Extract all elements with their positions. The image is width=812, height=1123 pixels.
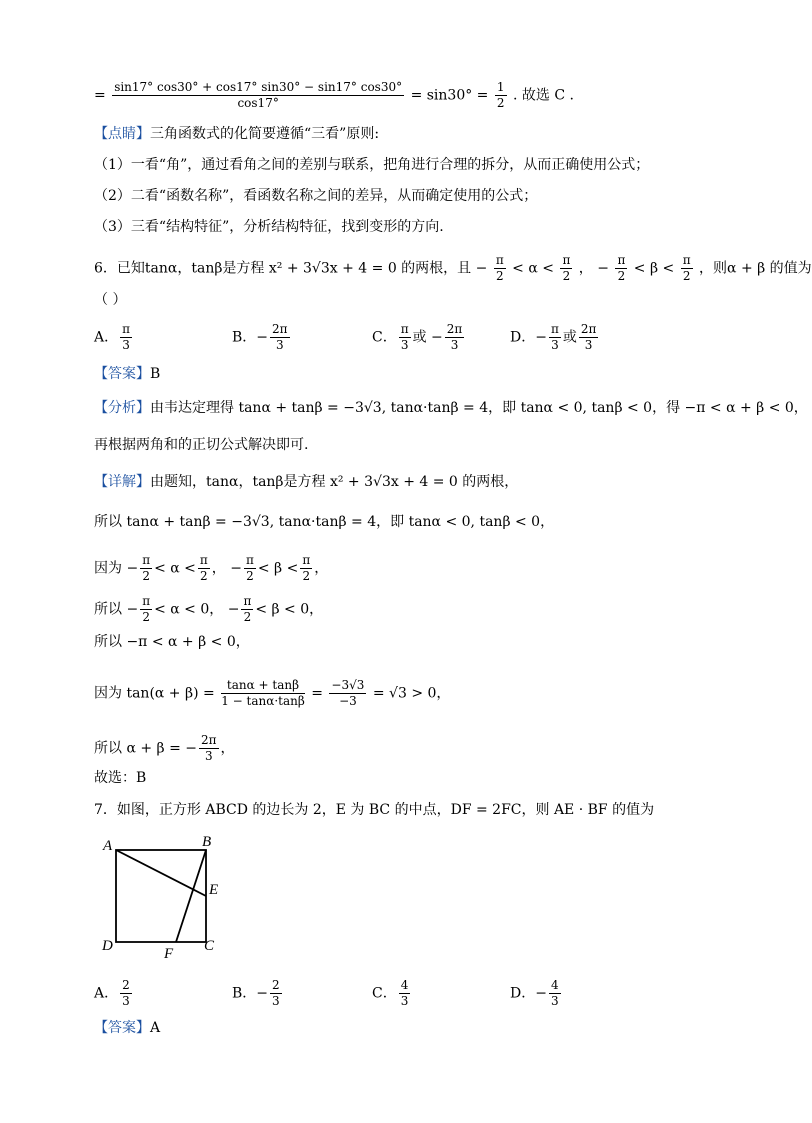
q6-option-d[interactable]: D．− $\frac{\pi}{3}$ 或 $\frac{2\pi}{3}$	[510, 322, 597, 352]
xiangjie-line-7: 所以 α + β = − $\frac{2\pi}{3}$ ，	[94, 733, 235, 763]
xiangjie-line-6: 因为 tan(α + β) = $\frac{\tan\alpha + \tan\beta}{1 - \tan\alpha\cdot\tan\beta}$ = $\frac{-3√3}{-3}$ = √3 > 0，	[94, 678, 451, 708]
q7-option-d[interactable]: D．− $\frac{4}{3}$	[510, 978, 559, 1008]
fenxi-line-2: 再根据两角和的正切公式解决即可.	[94, 437, 309, 453]
q7-option-b[interactable]: B．− $\frac{2}{3}$	[232, 978, 280, 1008]
q6-answer: 【答案】B	[94, 366, 161, 382]
rule-3: （3）三看“结构特征”，分析结构特征，找到变形的方向.	[94, 219, 444, 235]
xiangjie-line-8: 故选：B	[94, 770, 147, 786]
q7-answer: 【答案】A	[94, 1020, 161, 1036]
q6-option-c[interactable]: C． $\frac{\pi}{3}$ 或 − $\frac{2\pi}{3}$	[372, 322, 463, 352]
label-d: D	[102, 938, 113, 954]
dianjing-line: 【点睛】三角函数式的化简要遵循“三看”原则:	[94, 126, 380, 142]
rule-2: （2）二看“函数名称”，看函数名称之间的差异，从而确定使用的公式；	[94, 188, 538, 204]
line-1-formula: = $\frac{\sin 17^\circ \cos 30^\circ + \cos 17^\circ \sin 30^\circ - \sin 17^\circ \cos 30^\circ}{\cos 17^\circ}$ = sin30° = $\frac{1}{2}$ . 故选 C .	[94, 80, 574, 110]
label-a: A	[103, 838, 113, 854]
q7-option-c[interactable]: C． $\frac{4}{3}$	[372, 978, 409, 1008]
label-e: E	[209, 882, 219, 898]
label-b: B	[202, 834, 212, 850]
q6-option-b[interactable]: B．− $\frac{2\pi}{3}$	[232, 322, 288, 352]
q6-paren: （ ）	[94, 292, 127, 308]
q7-stem: 7．如图，正方形 ABCD 的边长为 2，E 为 BC 的中点，DF = 2FC，则 AE · BF 的值为	[94, 802, 655, 818]
square-figure	[100, 832, 230, 962]
fenxi-line-1: 【分析】由韦达定理得 tanα + tanβ = −3√3, tanα·tanβ = 4，即 tanα < 0, tanβ < 0，得 −π < α + β < 0，	[94, 400, 808, 416]
xiangjie-line-5: 所以 −π < α + β < 0，	[94, 634, 250, 650]
square-abcd	[116, 850, 206, 942]
dianjing-tag: 【点睛】	[94, 126, 150, 142]
segment-bf	[176, 850, 206, 942]
label-c: C	[204, 938, 215, 954]
xiangjie-line-2: 所以 tanα + tanβ = −3√3, tanα·tanβ = 4，即 tanα < 0, tanβ < 0，	[94, 514, 555, 530]
xiangjie-line-1: 【详解】由题知，tanα，tanβ是方程 x² + 3√3x + 4 = 0 的两根，	[94, 474, 519, 490]
rule-1: （1）一看“角”，通过看角之间的差别与联系，把角进行合理的拆分，从而正确使用公式；	[94, 157, 650, 173]
q6-option-a[interactable]: A． $\frac{\pi}{3}$	[94, 322, 131, 352]
q7-option-a[interactable]: A． $\frac{2}{3}$	[94, 978, 130, 1008]
label-f: F	[164, 946, 174, 962]
q6-stem: 6．已知tanα，tanβ是方程 x² + 3√3x + 4 = 0 的两根，且 − $\frac{\pi}{2}$ < α < $\frac{\pi}{2}$ ， − $\frac{\pi}{2}$ < β < $\frac{\pi}{2}$ ，则α + β 的值为	[94, 253, 812, 283]
xiangjie-line-4: 所以 − $\frac{\pi}{2}$ < α < 0， − $\frac{\pi}{2}$ < β < 0，	[94, 594, 324, 624]
xiangjie-line-3: 因为 − $\frac{\pi}{2}$ < α < $\frac{\pi}{2}$ ， − $\frac{\pi}{2}$ < β < $\frac{\pi}{2}$ ，	[94, 553, 329, 583]
